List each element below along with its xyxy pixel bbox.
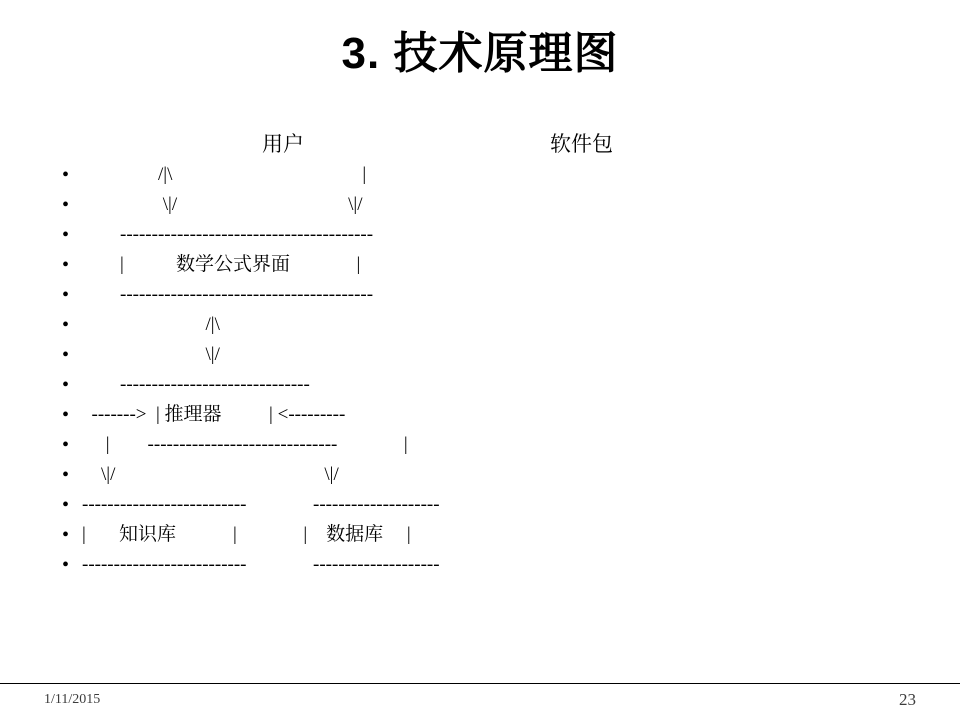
ascii-line-text: \|/ <box>82 344 220 365</box>
bullet-glyph: • <box>62 284 70 306</box>
bullet-glyph: • <box>62 524 70 546</box>
ascii-line-text: | 数学公式界面 | <box>82 254 361 275</box>
ascii-line-text: ---------------------------------------- <box>82 224 374 245</box>
list-item <box>62 250 922 280</box>
ascii-line-text: ---------------------------------------- <box>82 284 374 305</box>
ascii-line-text: -------> | 推理器 | <--------- <box>82 404 346 425</box>
bullet-glyph: • <box>62 254 70 276</box>
bullet-glyph: • <box>62 314 70 336</box>
ascii-line-text: /|\ <box>82 314 220 335</box>
list-item <box>62 520 922 550</box>
list-item <box>62 490 922 520</box>
footer-page-number: 23 <box>899 690 916 709</box>
list-item <box>62 400 922 430</box>
list-item <box>62 430 922 460</box>
ascii-diagram <box>62 160 922 580</box>
list-item <box>62 220 922 250</box>
label-user: 用户 <box>262 132 304 156</box>
footer-date: 1/11/2015 <box>44 692 101 707</box>
label-software-package: 软件包 <box>550 132 613 156</box>
list-item <box>62 310 922 340</box>
bullet-glyph: • <box>62 554 70 576</box>
ascii-line-text: -------------------------- -------------------- <box>82 494 440 515</box>
list-item <box>62 370 922 400</box>
page-title: 3. 技术原理图 <box>341 29 619 78</box>
bullet-glyph: • <box>62 494 70 516</box>
list-item <box>62 280 922 310</box>
bullet-glyph: • <box>62 344 70 366</box>
diagram-column-labels <box>0 128 960 158</box>
list-item <box>62 460 922 490</box>
bullet-glyph: • <box>62 434 70 456</box>
list-item <box>62 190 922 220</box>
slide-footer <box>0 683 960 720</box>
bullet-glyph: • <box>62 164 70 186</box>
bullet-glyph: • <box>62 464 70 486</box>
ascii-line-text: \|/ \|/ <box>82 194 363 215</box>
bullet-glyph: • <box>62 224 70 246</box>
list-item <box>62 160 922 190</box>
ascii-line-text: ------------------------------ <box>82 374 310 395</box>
ascii-line-text: | ------------------------------ | <box>82 434 408 455</box>
bullet-glyph: • <box>62 404 70 426</box>
ascii-line-text: | 知识库 | | 数据库 | <box>82 524 411 545</box>
bullet-glyph: • <box>62 374 70 396</box>
ascii-line-text: /|\ | <box>82 164 367 185</box>
list-item <box>62 550 922 580</box>
bullet-glyph: • <box>62 194 70 216</box>
ascii-line-text: \|/ \|/ <box>82 464 339 485</box>
list-item <box>62 340 922 370</box>
ascii-line-text: -------------------------- -------------------- <box>82 554 440 575</box>
